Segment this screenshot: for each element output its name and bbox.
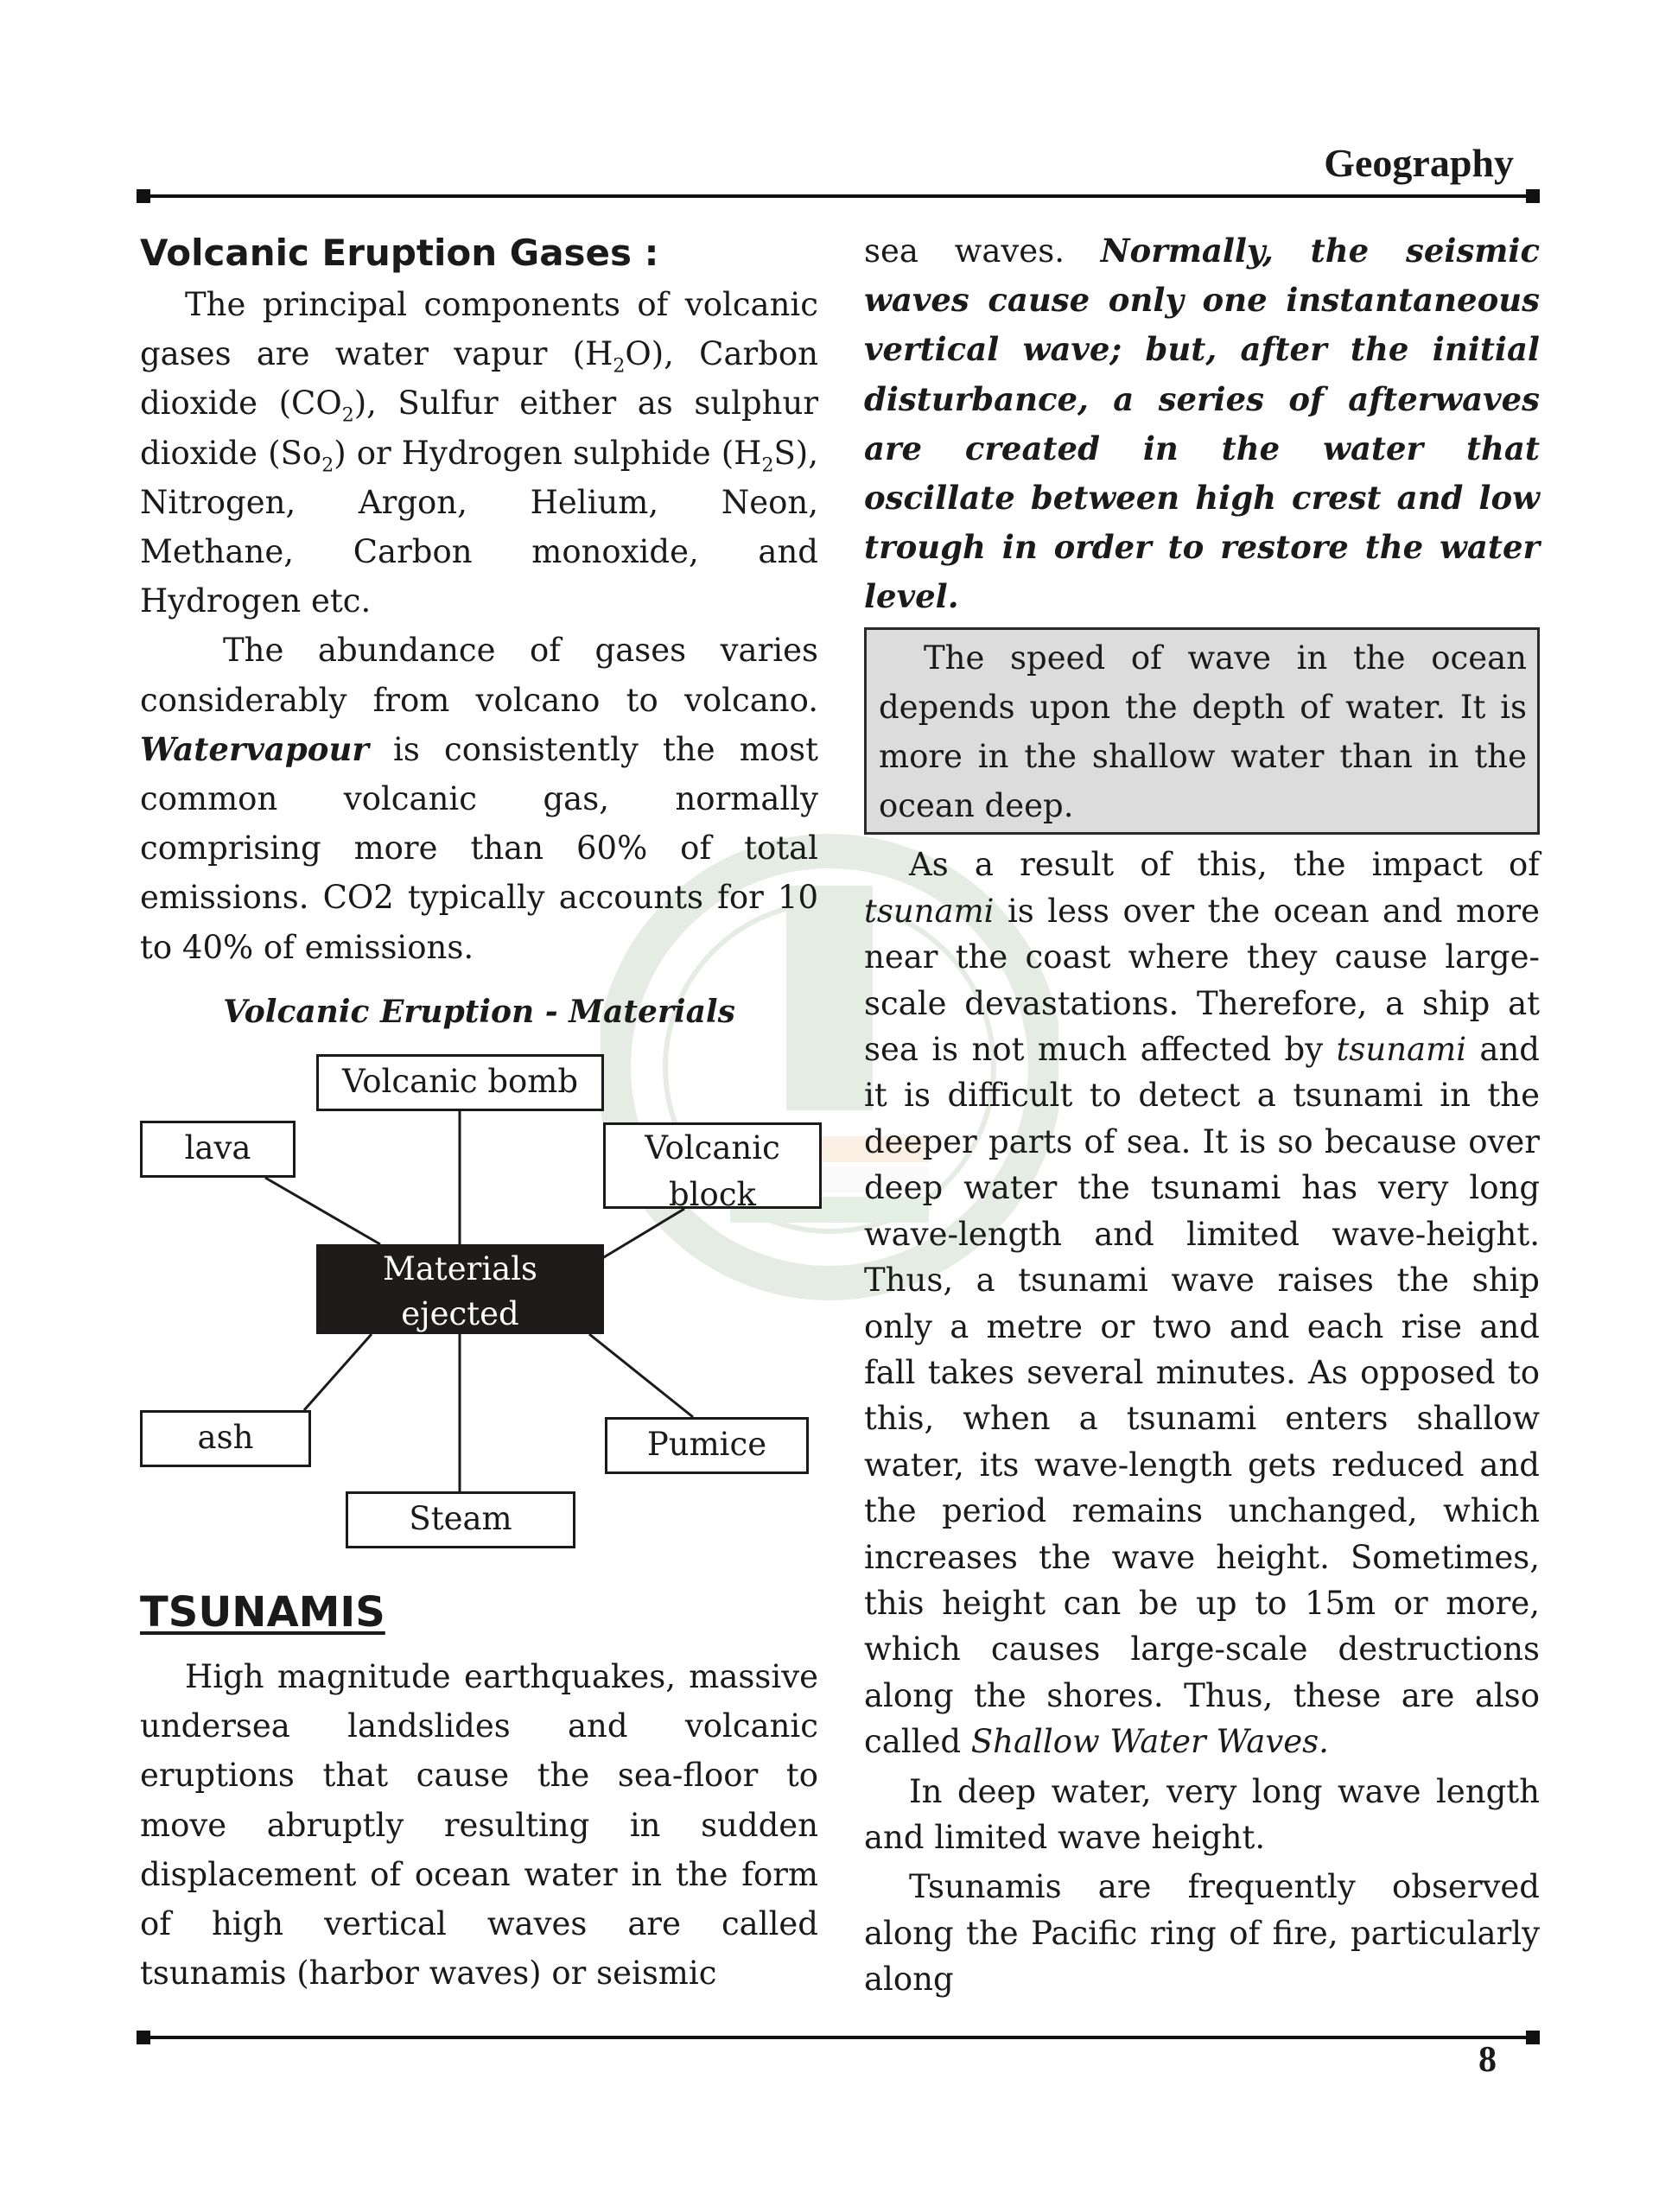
- paragraph-deep-water: In deep water, very long wave length and limited wave height.: [864, 1772, 1540, 1856]
- materials-diagram: [140, 1037, 818, 1564]
- page-number: 8: [1478, 2040, 1497, 2080]
- diagram-title: Volcanic Eruption - Materials: [223, 993, 735, 1030]
- highlight-box-text: The speed of wave in the ocean depends upon the depth of water. It is more in the shallow water than in the ocean deep.: [879, 639, 1527, 825]
- footer-rule: [138, 2036, 1538, 2039]
- box-pumice: Pumice: [605, 1417, 809, 1474]
- header-rule: [138, 194, 1538, 198]
- box-steam: Steam: [346, 1491, 575, 1548]
- paragraph-volcanic-gases-components: The principal components of volcanic gases are water vapur $(H_2O)$, Carbon dioxide $(CO_2)$, Sulfur either as sulphur dioxide $(So_2)$ or Hydrogen sulphide $(H_2S)$, Nitrogen, Argon, Helium, Neon, Methane, Carbon monoxide, and Hydrogen etc.: [140, 286, 819, 620]
- heading-tsunamis: TSUNAMIS: [140, 1588, 385, 1637]
- paragraph-pacific-ring: Tsunamis are frequently observed along the Pacific ring of fire, particularly along: [864, 1868, 1540, 1999]
- paragraph-seismic-waves: sea waves. Normally, the seismic waves cause only one instantaneous vertical wave; but, after the initial disturbance, a series of afterwaves are created in the water that oscillate between high crest and low trough in order to restore the water level.: [864, 232, 1541, 616]
- header-title: Geography: [1324, 141, 1514, 185]
- box-lava: lava: [140, 1121, 296, 1178]
- heading-volcanic-eruption-gases: Volcanic Eruption Gases :: [140, 232, 659, 274]
- box-volcanic-bomb: Volcanic bomb: [316, 1054, 604, 1111]
- box-materials-ejected: Materials ejected: [316, 1244, 604, 1334]
- paragraph-tsunami-impact: As a result of this, the impact of tsunami is less over the ocean and more near the coast where they cause large-scale devastations. Therefore, a ship at sea is not much affected by tsunami and it is difficult to detect a tsunami in the deeper parts of sea. It is so because over deep water the tsunami has very long wave-length and limited wave-height. Thus, a tsunami wave raises the ship only a metre or two and each rise and fall takes several minutes. As opposed to this, when a tsunami enters shallow water, its wave-length gets reduced and the period remains unchanged, which increases the wave height. Sometimes, this height can be up to 15m or more, which causes large-scale destructions along the shores. Thus, these are also called Shallow Water Waves.: [864, 846, 1540, 1761]
- paragraph-tsunamis-definition: High magnitude earthquakes, massive undersea landslides and volcanic eruptions that cause the sea-floor to move abruptly resulting in sudden displacement of ocean water in the form of high vertical waves are called tsunamis (harbor waves) or seismic: [140, 1658, 818, 1993]
- box-ash: ash: [140, 1410, 311, 1467]
- paragraph-gas-abundance: The abundance of gases varies considerably from volcano to volcano. Watervapour is consistently the most common volcanic gas, normally comprising more than 60% of total emissions. CO2 typically accounts for 10 to 40% of emissions.: [140, 632, 818, 966]
- box-volcanic-block: Volcanic block: [603, 1122, 822, 1209]
- right-column: [864, 226, 1540, 2003]
- highlight-box-wave-speed: [864, 627, 1540, 836]
- left-column: [140, 226, 818, 1998]
